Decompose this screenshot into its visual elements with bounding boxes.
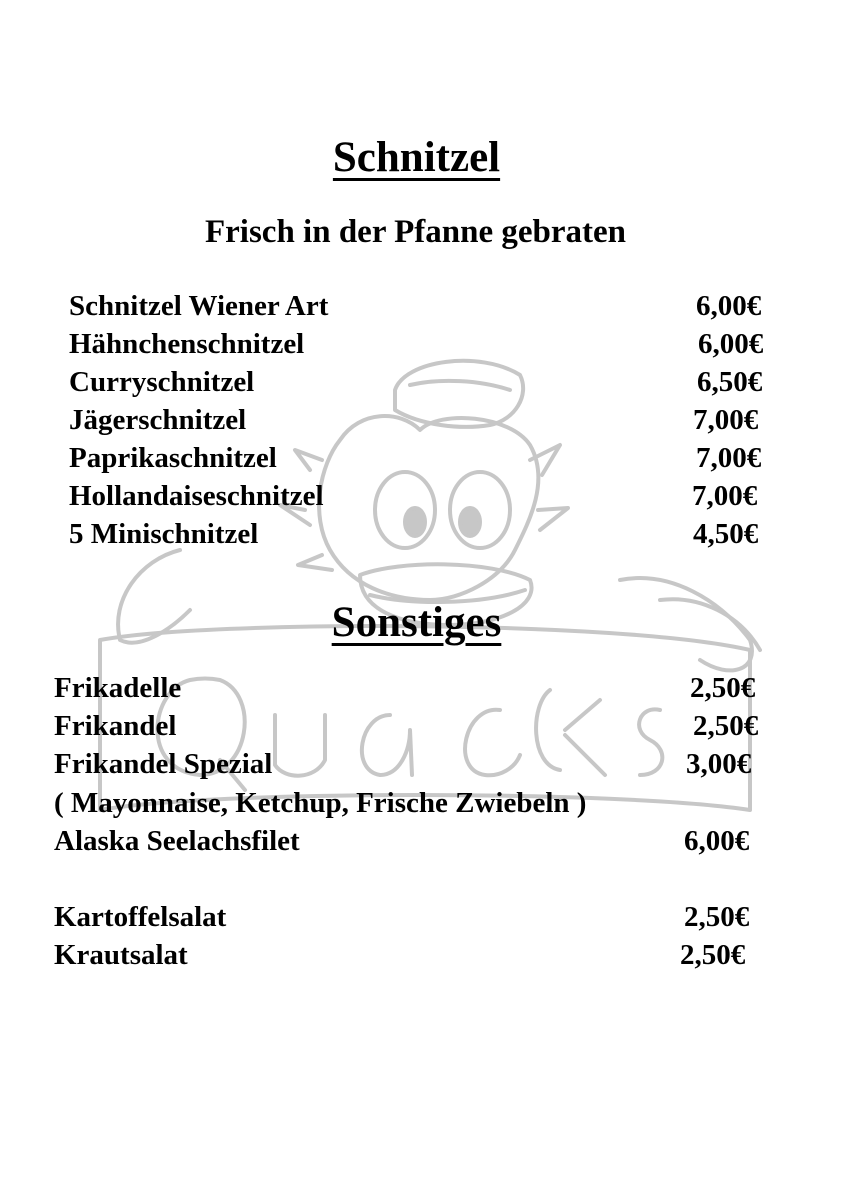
item-name: 5 Minischnitzel [69, 518, 259, 550]
item-name: Hollandaiseschnitzel [69, 480, 324, 512]
item-price: 7,00€ [693, 404, 759, 436]
item-price: 2,50€ [680, 939, 746, 971]
item-name: Frikandel Spezial [54, 748, 273, 780]
item-name: Jägerschnitzel [69, 404, 247, 436]
item-price: 3,00€ [686, 748, 752, 780]
section-title-schnitzel: Schnitzel [332, 134, 501, 181]
item-name: Krautsalat [54, 939, 188, 971]
item-price: 7,00€ [696, 442, 762, 474]
item-name: Schnitzel Wiener Art [69, 290, 329, 322]
item-price: 2,50€ [684, 901, 750, 933]
item-price: 2,50€ [690, 672, 756, 704]
item-note: ( Mayonnaise, Ketchup, Frische Zwiebeln ) [54, 787, 587, 819]
section-subtitle-schnitzel: Frisch in der Pfanne gebraten [204, 214, 627, 250]
item-price: 2,50€ [693, 710, 759, 742]
item-name: Frikandel [54, 710, 177, 742]
item-price: 7,00€ [692, 480, 758, 512]
item-name: Curryschnitzel [69, 366, 255, 398]
item-name: Kartoffelsalat [54, 901, 227, 933]
item-price: 6,00€ [698, 328, 764, 360]
item-name: Frikadelle [54, 672, 182, 704]
section-title-sonstiges: Sonstiges [331, 599, 502, 646]
item-name: Hähnchenschnitzel [69, 328, 305, 360]
item-price: 6,00€ [696, 290, 762, 322]
item-price: 6,00€ [684, 825, 750, 857]
item-name: Alaska Seelachsfilet [54, 825, 300, 857]
item-price: 6,50€ [697, 366, 763, 398]
item-name: Paprikaschnitzel [69, 442, 277, 474]
item-price: 4,50€ [693, 518, 759, 550]
